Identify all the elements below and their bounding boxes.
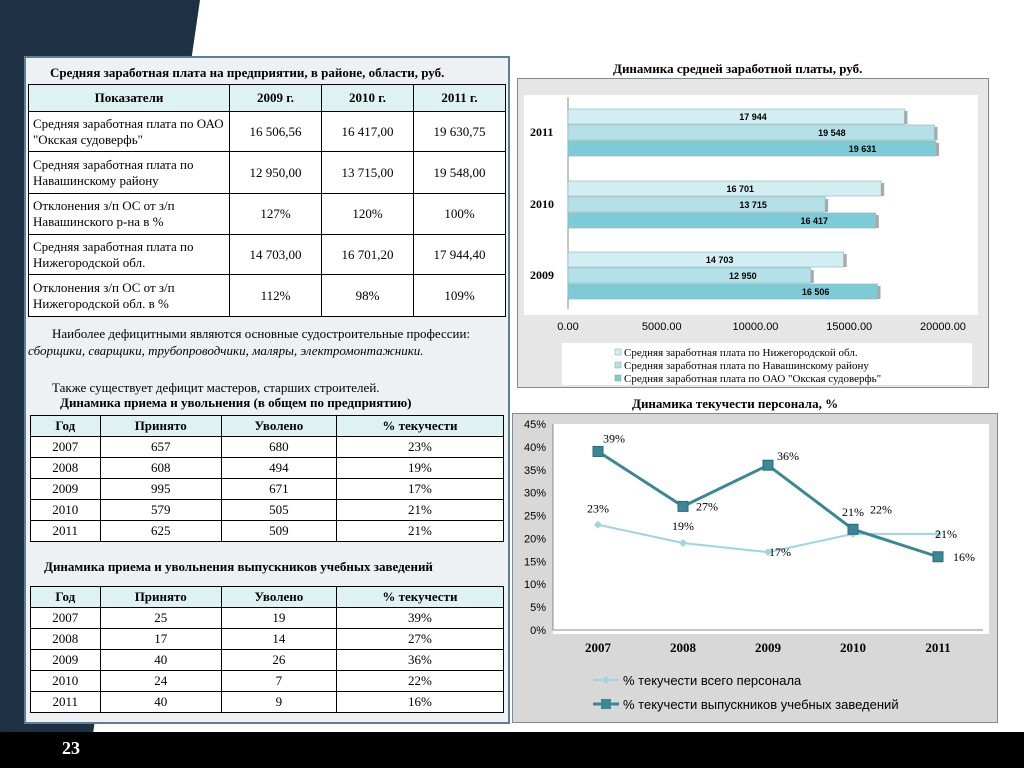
data-point <box>593 446 603 456</box>
bar-shadow <box>844 254 847 267</box>
table-row <box>31 671 504 692</box>
cell-value: 127% <box>230 194 322 235</box>
bar <box>568 125 935 140</box>
legend-label: % текучести выпускников учебных заведений <box>623 697 899 712</box>
line-chart-frame <box>512 413 998 723</box>
cell-value: 657 <box>100 437 221 458</box>
bar <box>568 109 904 124</box>
hire-header: Принято <box>100 416 221 437</box>
note-plain: Наиболее дефицитными являются основные судостроительные профессии: <box>52 326 471 341</box>
cell-value: 13 715,00 <box>322 152 414 194</box>
deficit-note <box>28 325 478 359</box>
bar-chart-frame <box>517 78 989 388</box>
legend-marker <box>601 699 611 709</box>
cell-value: 9 <box>221 692 336 713</box>
x-tick-label: 2007 <box>585 640 611 655</box>
salary-header: 2010 г. <box>322 85 414 112</box>
cell-value: 12 950,00 <box>230 152 322 194</box>
x-tick-label: 5000.00 <box>641 321 682 333</box>
bar-shadow <box>876 215 879 228</box>
table-row <box>31 437 504 458</box>
page-number: 23 <box>62 738 80 758</box>
category-label: 2010 <box>530 197 554 211</box>
cell-value: 27% <box>336 629 503 650</box>
bar-shadow <box>811 270 814 283</box>
data-label: 19 631 <box>848 144 877 154</box>
table-row <box>29 275 506 317</box>
line-chart <box>513 414 997 722</box>
data-label: 21% <box>842 504 864 519</box>
line-chart-title: Динамика текучести персонала, % <box>632 396 839 411</box>
cell-value: 505 <box>221 500 336 521</box>
legend-label: % текучести всего персонала <box>623 673 802 688</box>
bar-shadow <box>825 199 828 212</box>
bottom-bar <box>0 732 1024 768</box>
cell-value: 109% <box>414 275 506 317</box>
data-label: 22% <box>870 502 892 517</box>
cell-value: 509 <box>221 521 336 542</box>
salary-header: 2011 г. <box>414 85 506 112</box>
cell-value: 2008 <box>31 629 101 650</box>
bar-chart-title: Динамика средней заработной платы, руб. <box>613 61 863 76</box>
cell-value: 625 <box>100 521 221 542</box>
cell-value: 2011 <box>31 521 101 542</box>
table-row <box>31 458 504 479</box>
data-label: 23% <box>587 501 609 516</box>
cell-value: 22% <box>336 671 503 692</box>
cell-value: 19 630,75 <box>414 112 506 152</box>
table-row <box>31 608 504 629</box>
grad-header: Год <box>31 587 101 608</box>
cell-value: 21% <box>336 521 503 542</box>
data-label: 36% <box>777 449 799 464</box>
cell-value: 671 <box>221 479 336 500</box>
cell-value: 16 506,56 <box>230 112 322 152</box>
bar <box>568 141 936 156</box>
row-label: Средняя заработная плата по ОАО "Окская судоверфь" <box>29 112 230 152</box>
table-row <box>29 152 506 194</box>
cell-value: 2010 <box>31 500 101 521</box>
x-tick-label: 20000.00 <box>920 321 966 333</box>
cell-value: 579 <box>100 500 221 521</box>
cell-value: 112% <box>230 275 322 317</box>
y-tick-label: 45% <box>523 419 546 431</box>
row-label: Отклонения з/п ОС от з/п Навашинского р-на в % <box>29 194 230 235</box>
cell-value: 995 <box>100 479 221 500</box>
table-row <box>31 629 504 650</box>
bar-shadow <box>877 286 880 299</box>
cell-value: 2010 <box>31 671 101 692</box>
data-label: 39% <box>603 431 625 446</box>
data-label: 16 417 <box>800 216 829 226</box>
data-label: 12 950 <box>729 271 757 281</box>
cell-value: 120% <box>322 194 414 235</box>
x-tick-label: 0.00 <box>557 321 579 333</box>
y-tick-label: 15% <box>523 556 546 569</box>
hire-table <box>30 415 504 542</box>
table-row <box>31 650 504 671</box>
cell-value: 16 417,00 <box>322 112 414 152</box>
cell-value: 2009 <box>31 650 101 671</box>
data-label: 16% <box>953 549 975 564</box>
cell-value: 26 <box>221 650 336 671</box>
data-label: 17 944 <box>739 112 767 122</box>
cell-value: 14 703,00 <box>230 235 322 275</box>
table-row <box>31 500 504 521</box>
y-tick-label: 35% <box>523 464 546 477</box>
cell-value: 19 548,00 <box>414 152 506 194</box>
table-row <box>31 479 504 500</box>
row-label: Средняя заработная плата по Нижегородской обл. <box>29 235 230 275</box>
x-tick-label: 2010 <box>840 640 866 655</box>
bar <box>568 213 876 228</box>
x-tick-label: 2009 <box>755 640 781 655</box>
cell-value: 40 <box>100 692 221 713</box>
data-point <box>933 552 943 562</box>
table-row <box>31 692 504 713</box>
data-label: 21% <box>935 526 957 541</box>
y-tick-label: 0% <box>530 625 546 637</box>
legend-swatch <box>615 375 621 381</box>
cell-value: 19 <box>221 608 336 629</box>
bar <box>568 197 825 212</box>
y-tick-label: 30% <box>523 487 546 500</box>
cell-value: 2007 <box>31 437 101 458</box>
data-label: 19 548 <box>818 128 846 138</box>
cell-value: 98% <box>322 275 414 317</box>
grad-table <box>30 586 504 713</box>
bar-shadow <box>904 111 907 124</box>
x-tick-label: 10000.00 <box>732 321 779 333</box>
cell-value: 100% <box>414 194 506 235</box>
data-label: 16 506 <box>801 287 830 297</box>
legend-label: Средняя заработная плата по Навашинскому району <box>624 360 869 372</box>
salary-table-title: Средняя заработная плата на предприятии, в районе, области, руб. <box>50 65 445 80</box>
hire-table-title: Динамика приема и увольнения (в общем по предприятию) <box>60 395 412 410</box>
cell-value: 2007 <box>31 608 101 629</box>
legend-swatch <box>615 349 621 355</box>
data-label: 27% <box>696 499 718 514</box>
legend-marker <box>602 676 610 684</box>
cell-value: 2008 <box>31 458 101 479</box>
category-label: 2009 <box>530 268 554 282</box>
cell-value: 16 701,20 <box>322 235 414 275</box>
cell-value: 680 <box>221 437 336 458</box>
cell-value: 494 <box>221 458 336 479</box>
legend-label: Средняя заработная плата по Нижегородской обл. <box>624 347 858 359</box>
cell-value: 36% <box>336 650 503 671</box>
grad-header: % текучести <box>336 587 503 608</box>
cell-value: 17 944,40 <box>414 235 506 275</box>
grad-header: Уволено <box>221 587 336 608</box>
y-tick-label: 20% <box>523 533 546 546</box>
data-label: 19% <box>672 519 694 534</box>
cell-value: 40 <box>100 650 221 671</box>
bar-shadow <box>881 183 884 196</box>
cell-value: 21% <box>336 500 503 521</box>
bar <box>568 268 811 283</box>
cell-value: 24 <box>100 671 221 692</box>
bar-chart <box>518 79 988 387</box>
table-row <box>31 521 504 542</box>
data-label: 13 715 <box>739 200 767 210</box>
cell-value: 17% <box>336 479 503 500</box>
table-row <box>29 194 506 235</box>
x-tick-label: 2008 <box>670 640 696 655</box>
cell-value: 39% <box>336 608 503 629</box>
data-label: 17% <box>769 545 791 560</box>
salary-table <box>28 84 506 317</box>
grad-table-title: Динамика приема и увольнения выпускников учебных заведений <box>44 559 433 574</box>
x-tick-label: 2011 <box>925 640 951 655</box>
data-point <box>848 524 858 534</box>
bar <box>568 181 881 196</box>
cell-value: 16% <box>336 692 503 713</box>
y-tick-label: 10% <box>523 579 546 592</box>
cell-value: 2009 <box>31 479 101 500</box>
hire-header: Уволено <box>221 416 336 437</box>
data-point <box>678 501 688 511</box>
legend-label: Средняя заработная плата по ОАО "Окская судоверфь" <box>624 373 882 385</box>
x-tick-label: 15000.00 <box>826 321 873 333</box>
cell-value: 7 <box>221 671 336 692</box>
data-point <box>763 460 773 470</box>
note-line2: Также существует дефицит мастеров, старших строителей. <box>52 380 380 395</box>
data-label: 14 703 <box>705 255 734 265</box>
table-row <box>29 112 506 152</box>
cell-value: 14 <box>221 629 336 650</box>
cell-value: 608 <box>100 458 221 479</box>
hire-header: Год <box>31 416 101 437</box>
row-label: Средняя заработная плата по Навашинскому району <box>29 152 230 194</box>
salary-header: 2009 г. <box>230 85 322 112</box>
cell-value: 17 <box>100 629 221 650</box>
bar-shadow <box>935 127 938 140</box>
salary-header: Показатели <box>29 85 230 112</box>
bar-shadow <box>936 143 939 156</box>
y-tick-label: 40% <box>523 441 546 454</box>
bar <box>568 284 877 299</box>
y-tick-label: 25% <box>523 510 546 523</box>
table-row <box>29 235 506 275</box>
note-italic: сборщики, сварщики, трубопроводчики, маляры, электромонтажники. <box>28 343 424 358</box>
category-label: 2011 <box>530 125 554 139</box>
y-tick-label: 5% <box>530 602 546 615</box>
legend-swatch <box>615 362 621 368</box>
data-label: 16 701 <box>726 184 754 194</box>
row-label: Отклонения з/п ОС от з/п Нижегородской обл. в % <box>29 275 230 317</box>
cell-value: 23% <box>336 437 503 458</box>
cell-value: 2011 <box>31 692 101 713</box>
cell-value: 19% <box>336 458 503 479</box>
hire-header: % текучести <box>336 416 503 437</box>
grad-header: Принято <box>100 587 221 608</box>
cell-value: 25 <box>100 608 221 629</box>
